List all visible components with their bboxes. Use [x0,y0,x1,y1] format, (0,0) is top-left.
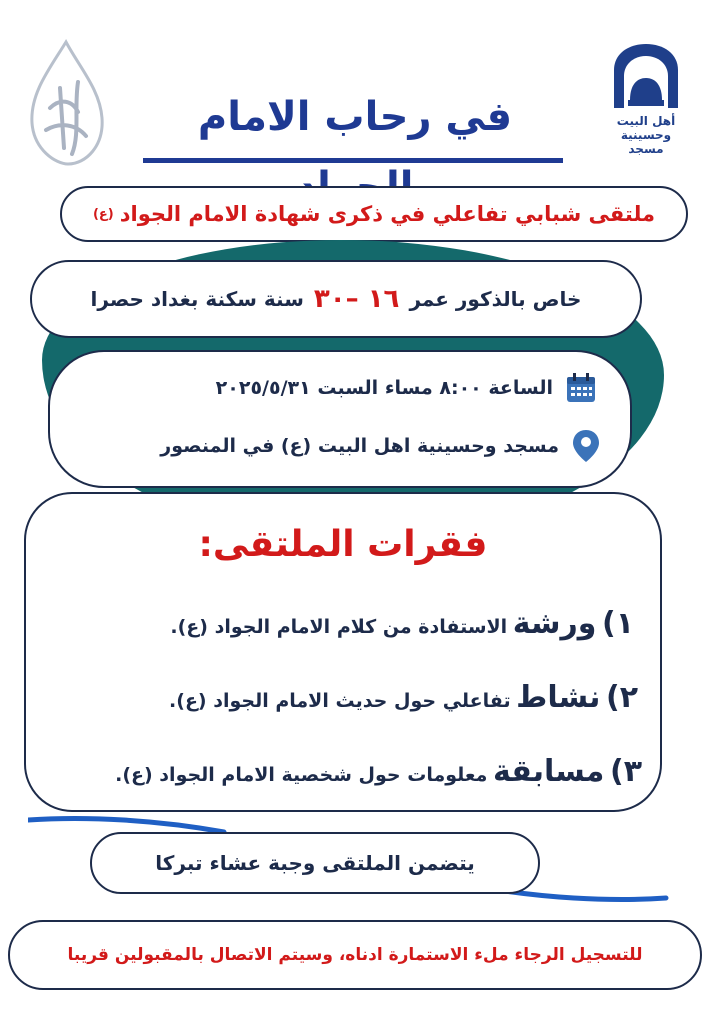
page-title: في رحاب الامام [197,94,513,140]
event-time-text: الساعة ٨:٠٠ مساء السبت ٢٠٢٥/٥/٣١ [215,377,553,399]
details-box [48,350,632,488]
title-underline [143,158,563,163]
program-item-text: تفاعلي حول حديث الامام الجواد (ع). [169,690,511,712]
eligibility-prefix: خاص بالذكور عمر [409,287,582,311]
dinner-note [90,832,540,894]
program-box [24,492,662,812]
program-item [170,606,634,641]
eligibility-age-range: ١٦ –٣٠ [313,284,400,314]
banner-text: ملتقى شبابي تفاعلي في ذكرى شهادة الامام الجواد [119,202,656,226]
location-pin-icon [571,428,601,464]
calendar-icon [565,372,597,404]
registration-text: للتسجيل الرجاء ملء الاستمارة ادناه، وسيتم الاتصال بالمقبولين قريبا [67,945,643,965]
event-banner [60,186,688,242]
time-row [216,372,597,404]
program-title: فقرات الملتقى: [198,524,488,565]
program-item-number: ١) [601,606,634,641]
dinner-text: يتضمن الملتقى وجبة عشاء تبركا [155,851,475,875]
logo-line-1: أهل البيت [616,114,676,128]
event-location-text: مسجد وحسينية اهل البيت (ع) في المنصور [160,435,559,457]
program-item-text: الاستفادة من كلام الامام الجواد (ع). [170,616,508,638]
location-row [160,428,601,464]
program-item-text: معلومات حول شخصية الامام الجواد (ع). [115,764,488,786]
eligibility-suffix: سنة سكنة بغداد حصرا [90,287,304,311]
calligraphy-emblem-icon [20,38,112,168]
logo-line-3: مسجد [628,142,664,156]
program-item [169,680,638,715]
program-item-lead: مسابقة [492,754,605,789]
mosque-logo [606,40,686,160]
program-item-number: ٢) [605,680,638,715]
program-item-number: ٣) [609,754,642,789]
registration-note [8,920,702,990]
program-item [115,754,642,789]
banner-suffix: (ع) [92,206,114,222]
mosque-dome-icon [606,40,686,110]
program-item-lead: ورشة [512,606,597,641]
program-item-lead: نشاط [516,680,601,715]
logo-line-2: وحسينية [620,128,672,142]
eligibility-box [30,260,642,338]
